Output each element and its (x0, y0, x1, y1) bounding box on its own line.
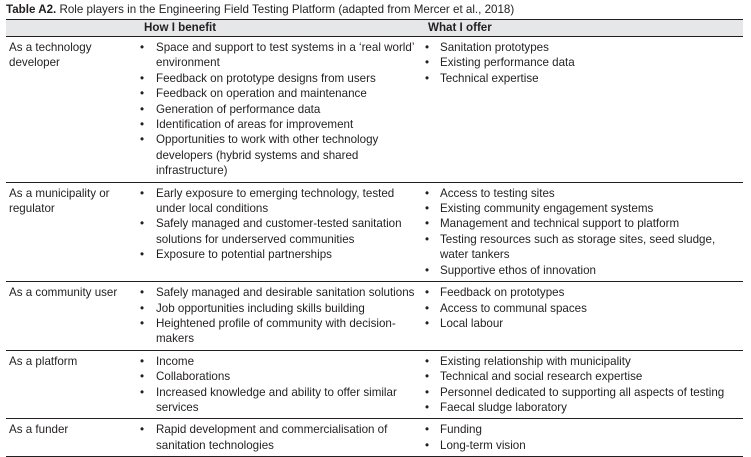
benefit-cell (134, 282, 422, 351)
benefit-cell (134, 419, 422, 457)
benefit-item: • Heightened profile of community with decision-makers (134, 316, 422, 347)
benefit-list (134, 354, 422, 416)
benefit-item: • Feedback on prototype designs from users (134, 71, 422, 86)
benefit-cell (134, 182, 422, 281)
offer-list (422, 285, 743, 331)
offer-cell (422, 182, 743, 281)
benefit-item: • Job opportunities including skills building (134, 301, 422, 316)
offer-list (422, 40, 743, 86)
benefit-item: • Income (134, 354, 422, 369)
benefit-item: • Exposure to potential partnerships (134, 247, 422, 262)
offer-item: • Access to testing sites (422, 186, 743, 201)
offer-cell (422, 282, 743, 351)
offer-list (422, 186, 743, 278)
benefit-cell (134, 350, 422, 419)
offer-item: • Existing community engagement systems (422, 201, 743, 216)
role-cell: As a community user (6, 282, 134, 351)
table-caption-label: Table A2. (6, 3, 57, 16)
benefit-item: • Increased knowledge and ability to offer similar services (134, 385, 422, 416)
table-row (6, 419, 743, 457)
benefit-list (134, 422, 422, 453)
benefit-item: • Opportunities to work with other technology developers (hybrid systems and shared infrastructure) (134, 132, 422, 178)
role-cell: As a municipality or regulator (6, 182, 134, 281)
offer-item: • Funding (422, 422, 743, 437)
benefit-item: • Generation of performance data (134, 102, 422, 117)
table-row (6, 350, 743, 419)
role-cell: As a technology developer (6, 37, 134, 183)
offer-item: • Faecal sludge laboratory (422, 400, 743, 415)
benefit-item: • Feedback on operation and maintenance (134, 86, 422, 101)
offer-cell (422, 37, 743, 183)
offer-item: • Existing relationship with municipality (422, 354, 743, 369)
offer-item: • Personnel dedicated to supporting all aspects of testing (422, 385, 743, 400)
benefit-item: • Safely managed and customer-tested sanitation solutions for underserved communities (134, 216, 422, 247)
benefit-item: • Rapid development and commercialisation of sanitation technologies (134, 422, 422, 453)
offer-item: • Testing resources such as storage sites, seed sludge, water tankers (422, 232, 743, 263)
offer-list (422, 422, 743, 453)
offer-cell (422, 419, 743, 457)
offer-item: • Access to communal spaces (422, 301, 743, 316)
header-role (6, 20, 134, 37)
offer-item: • Sanitation prototypes (422, 40, 743, 55)
table-body (6, 37, 743, 457)
offer-item: • Technical and social research expertise (422, 369, 743, 384)
table-row (6, 282, 743, 351)
benefit-list (134, 40, 422, 179)
offer-item: • Local labour (422, 316, 743, 331)
offer-item: • Feedback on prototypes (422, 285, 743, 300)
table-row (6, 182, 743, 281)
header-what-i-offer: What I offer (422, 20, 743, 37)
role-players-table (6, 19, 743, 457)
offer-cell (422, 350, 743, 419)
header-how-i-benefit: How I benefit (134, 20, 422, 37)
offer-item: • Existing performance data (422, 55, 743, 70)
offer-list (422, 354, 743, 416)
benefit-item: • Collaborations (134, 369, 422, 384)
benefit-item: • Identification of areas for improvement (134, 117, 422, 132)
benefit-list (134, 285, 422, 347)
offer-item: • Long-term vision (422, 438, 743, 453)
role-cell: As a platform (6, 350, 134, 419)
offer-item: • Supportive ethos of innovation (422, 263, 743, 278)
table-caption (6, 3, 745, 17)
offer-item: • Technical expertise (422, 71, 743, 86)
benefit-list (134, 186, 422, 263)
benefit-cell (134, 37, 422, 183)
benefit-item: • Space and support to test systems in a ‘real world’ environment (134, 40, 422, 71)
role-cell: As a funder (6, 419, 134, 457)
offer-item: • Management and technical support to platform (422, 216, 743, 231)
benefit-item: • Early exposure to emerging technology, tested under local conditions (134, 186, 422, 217)
table-header-row (6, 20, 743, 37)
benefit-item: • Safely managed and desirable sanitation solutions (134, 285, 422, 300)
table-row (6, 37, 743, 183)
table-caption-text: Role players in the Engineering Field Testing Platform (adapted from Mercer et al., 2018) (56, 3, 515, 16)
table-header (6, 20, 743, 37)
